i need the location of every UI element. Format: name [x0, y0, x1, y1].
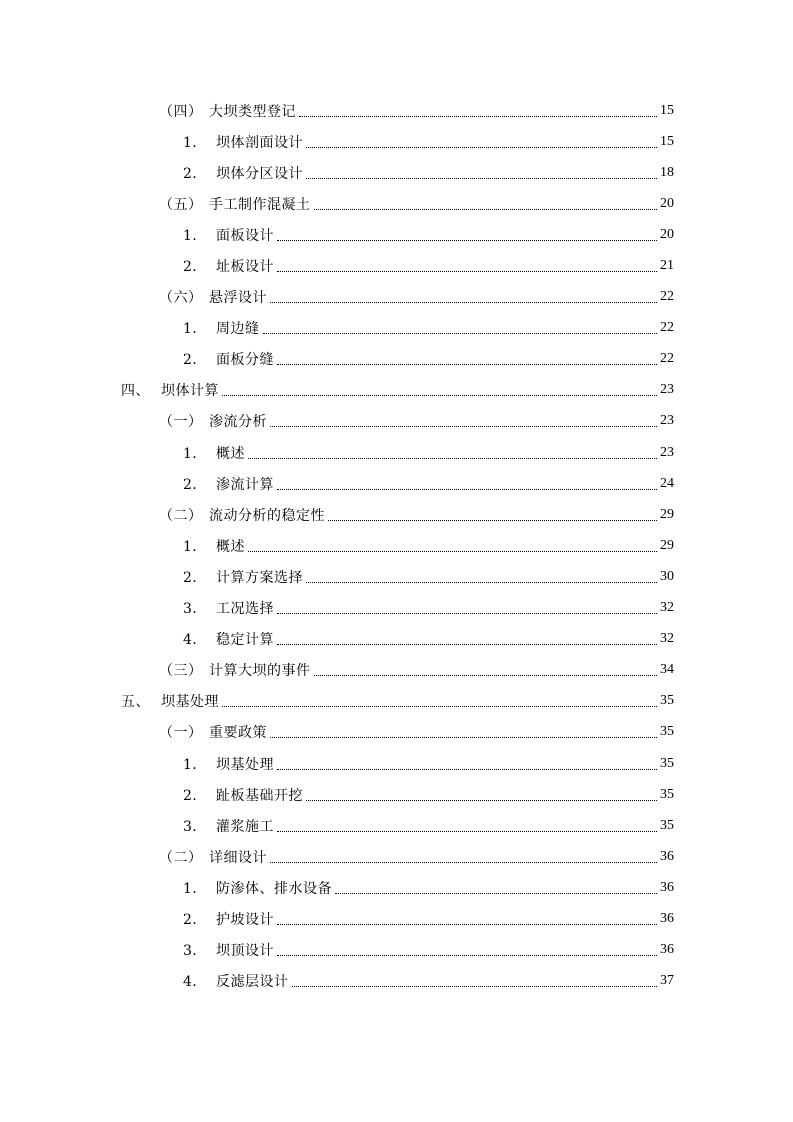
dot-leader [335, 892, 657, 894]
dot-leader [292, 985, 658, 987]
toc-entry-page-number: 15 [660, 102, 674, 118]
toc-entry-page-number: 32 [660, 631, 674, 647]
toc-entry-page-number: 36 [660, 942, 674, 958]
dot-leader [306, 581, 657, 583]
toc-entry-page-number: 29 [660, 506, 674, 522]
toc-entry-number: 3． [183, 601, 207, 618]
toc-entry-page-number: 35 [660, 786, 674, 802]
toc-entry-title: 概述 [216, 445, 245, 462]
toc-entry[interactable] [0, 748, 793, 779]
toc-entry-title: 工况选择 [216, 601, 274, 618]
toc-entry[interactable] [0, 468, 793, 499]
dot-leader [277, 239, 657, 241]
toc-entry-number: 4． [183, 632, 207, 649]
toc-entry-title: 坝顶设计 [216, 943, 274, 960]
toc-entry-title: 大坝类型登记 [209, 103, 296, 120]
toc-entry-number: （一） [159, 414, 203, 431]
toc-entry-number: 1． [183, 321, 207, 338]
toc-entry-title: 趾板基础开挖 [216, 787, 303, 804]
dot-leader [306, 177, 657, 179]
toc-entry-number: 2． [183, 787, 207, 804]
toc-entry[interactable] [0, 375, 793, 406]
toc-entry-page-number: 35 [660, 724, 674, 740]
toc-entry-page-number: 24 [660, 475, 674, 491]
toc-entry-page-number: 20 [660, 226, 674, 242]
toc-entry-title: 详细设计 [209, 849, 267, 866]
toc-entry[interactable] [0, 624, 793, 655]
dot-leader [277, 488, 657, 490]
dot-leader [277, 270, 657, 272]
toc-entry[interactable] [0, 406, 793, 437]
toc-entry-page-number: 22 [660, 351, 674, 367]
dot-leader [314, 208, 658, 210]
dot-leader [222, 705, 657, 707]
toc-entry-page-number: 32 [660, 600, 674, 616]
dot-leader [277, 643, 657, 645]
toc-entry-number: （二） [159, 849, 203, 866]
dot-leader [248, 457, 657, 459]
toc-entry-page-number: 35 [660, 755, 674, 771]
toc-entry-number: 1． [183, 134, 207, 151]
table-of-contents [0, 95, 793, 997]
toc-entry[interactable] [0, 593, 793, 624]
toc-entry-page-number: 23 [660, 444, 674, 460]
toc-entry-number: （三） [159, 663, 203, 680]
toc-entry-title: 渗流分析 [209, 414, 267, 431]
toc-entry-number: 四、 [121, 383, 150, 400]
toc-entry[interactable] [0, 655, 793, 686]
dot-leader [270, 861, 657, 863]
toc-entry-number: （四） [159, 103, 203, 120]
toc-entry-number: 1． [183, 756, 207, 773]
dot-leader [263, 332, 658, 334]
toc-entry-page-number: 37 [660, 973, 674, 989]
toc-entry[interactable] [0, 282, 793, 313]
toc-entry[interactable] [0, 530, 793, 561]
toc-entry-page-number: 21 [660, 258, 674, 274]
dot-leader [277, 923, 657, 925]
toc-entry-page-number: 18 [660, 164, 674, 180]
toc-entry-title: 面板设计 [216, 227, 274, 244]
toc-entry-title: 悬浮设计 [209, 290, 267, 307]
toc-entry-number: 2． [183, 165, 207, 182]
toc-entry[interactable] [0, 935, 793, 966]
toc-entry[interactable] [0, 219, 793, 250]
dot-leader [299, 115, 657, 117]
dot-leader [306, 799, 657, 801]
toc-entry-title: 计算大坝的事件 [209, 663, 311, 680]
toc-entry-page-number: 30 [660, 568, 674, 584]
toc-entry-number: 2． [183, 352, 207, 369]
toc-entry-title: 周边缝 [216, 321, 260, 338]
dot-leader [248, 550, 657, 552]
toc-entry-title: 流动分析的稳定性 [209, 507, 325, 524]
toc-entry-page-number: 34 [660, 662, 674, 678]
toc-entry-number: 五、 [121, 694, 150, 711]
toc-entry[interactable] [0, 966, 793, 997]
toc-entry-title: 坝体分区设计 [216, 165, 303, 182]
toc-entry-page-number: 36 [660, 848, 674, 864]
toc-entry[interactable] [0, 717, 793, 748]
toc-entry-number: （五） [159, 196, 203, 213]
dot-leader [270, 425, 657, 427]
toc-entry-number: （一） [159, 725, 203, 742]
dot-leader [270, 736, 657, 738]
toc-entry-title: 坝基处理 [216, 756, 274, 773]
toc-entry[interactable] [0, 841, 793, 872]
toc-entry[interactable] [0, 499, 793, 530]
toc-entry[interactable] [0, 188, 793, 219]
toc-entry[interactable] [0, 157, 793, 188]
toc-entry-page-number: 29 [660, 537, 674, 553]
toc-entry-title: 稳定计算 [216, 632, 274, 649]
toc-entry[interactable] [0, 95, 793, 126]
dot-leader [277, 612, 657, 614]
toc-entry[interactable] [0, 126, 793, 157]
toc-entry-number: 2． [183, 911, 207, 928]
toc-entry-page-number: 36 [660, 910, 674, 926]
toc-entry[interactable] [0, 437, 793, 468]
toc-entry-number: 2． [183, 259, 207, 276]
toc-entry[interactable] [0, 561, 793, 592]
toc-entry[interactable] [0, 344, 793, 375]
toc-entry-title: 面板分缝 [216, 352, 274, 369]
toc-entry-page-number: 35 [660, 693, 674, 709]
toc-entry[interactable] [0, 872, 793, 903]
toc-entry-page-number: 22 [660, 289, 674, 305]
toc-entry-number: 2． [183, 569, 207, 586]
dot-leader [277, 954, 657, 956]
toc-entry-page-number: 35 [660, 817, 674, 833]
dot-leader [306, 146, 657, 148]
toc-entry-number: （六） [159, 290, 203, 307]
toc-entry-number: 3． [183, 818, 207, 835]
toc-entry-title: 概述 [216, 538, 245, 555]
toc-entry-page-number: 15 [660, 133, 674, 149]
toc-entry-title: 坝体剖面设计 [216, 134, 303, 151]
toc-entry[interactable] [0, 313, 793, 344]
toc-entry-title: 手工制作混凝土 [209, 196, 311, 213]
toc-entry[interactable] [0, 810, 793, 841]
dot-leader [277, 363, 657, 365]
toc-entry[interactable] [0, 779, 793, 810]
toc-entry-number: 1． [183, 538, 207, 555]
toc-entry[interactable] [0, 250, 793, 281]
toc-entry-title: 址板设计 [216, 259, 274, 276]
dot-leader [277, 830, 657, 832]
toc-entry-title: 渗流计算 [216, 476, 274, 493]
toc-entry-title: 灌浆施工 [216, 818, 274, 835]
dot-leader [270, 301, 657, 303]
dot-leader [314, 674, 658, 676]
toc-entry-number: 3． [183, 943, 207, 960]
toc-entry-title: 坝体计算 [161, 383, 219, 400]
toc-entry-number: （二） [159, 507, 203, 524]
dot-leader [328, 519, 657, 521]
toc-entry-page-number: 23 [660, 413, 674, 429]
toc-entry[interactable] [0, 903, 793, 934]
toc-entry-number: 4． [183, 974, 207, 991]
toc-entry-number: 2． [183, 476, 207, 493]
toc-entry-number: 1． [183, 880, 207, 897]
toc-entry-page-number: 22 [660, 320, 674, 336]
toc-entry[interactable] [0, 686, 793, 717]
toc-entry-title: 防渗体、排水设备 [216, 880, 332, 897]
toc-entry-title: 重要政策 [209, 725, 267, 742]
toc-entry-title: 护坡设计 [216, 911, 274, 928]
dot-leader [277, 768, 657, 770]
toc-entry-title: 反滤层设计 [216, 974, 289, 991]
toc-entry-page-number: 23 [660, 382, 674, 398]
toc-entry-number: 1． [183, 445, 207, 462]
toc-entry-title: 坝基处理 [161, 694, 219, 711]
dot-leader [222, 394, 657, 396]
toc-entry-title: 计算方案选择 [216, 569, 303, 586]
toc-entry-page-number: 36 [660, 879, 674, 895]
toc-entry-page-number: 20 [660, 195, 674, 211]
toc-entry-number: 1． [183, 227, 207, 244]
